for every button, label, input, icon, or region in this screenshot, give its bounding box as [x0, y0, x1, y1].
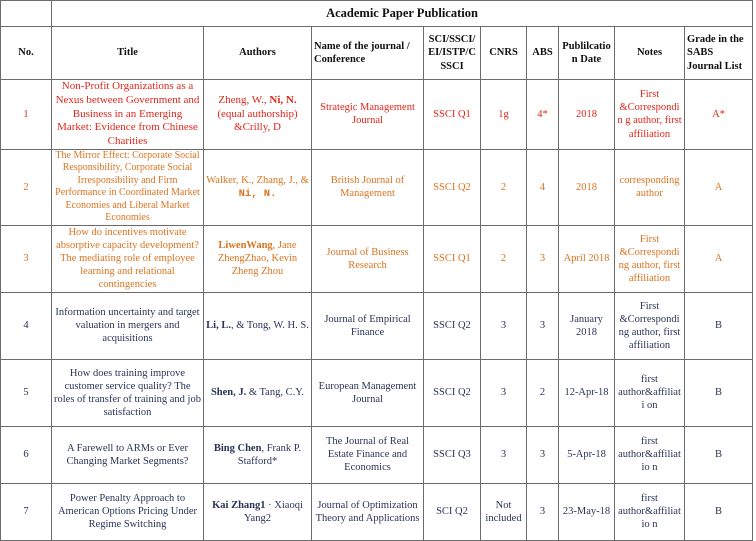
header-date: Publilcation Date [559, 27, 615, 80]
cell-title: Information uncertainty and target valuation in mergers and acquisitions [52, 292, 204, 359]
author-highlight: Shen, J. [210, 387, 247, 399]
author-plain: , & Tong, W. H. S. [230, 320, 309, 332]
cell-no: 3 [1, 225, 52, 292]
cell-abs: 3 [527, 483, 559, 540]
cell-authors [204, 359, 312, 426]
cell-abs: 3 [527, 292, 559, 359]
cell-grade: B [685, 292, 753, 359]
cell-abs: 3 [527, 426, 559, 483]
author-plain: Zheng, W., [218, 93, 270, 106]
author-plain: (equal authorship) &Crilly, D [217, 107, 298, 134]
cell-date: April 2018 [559, 225, 615, 292]
cell-cnrs: 3 [481, 359, 527, 426]
cell-date: 5-Apr-18 [559, 426, 615, 483]
cell-notes: first author&affiliatio n [615, 483, 685, 540]
cell-no: 4 [1, 292, 52, 359]
cell-notes: First &Corresponding author, first affiliation [615, 292, 685, 359]
cell-abs: 4* [527, 80, 559, 150]
cell-journal: Journal of Empirical Finance [312, 292, 424, 359]
cell-title: The Mirror Effect: Corporate Social Responsibility, Corporate Social Irresponsibility and Firm Performance in Coordinated Market Economies and Liberal Market Economies [52, 149, 204, 225]
cell-journal: British Journal of Management [312, 149, 424, 225]
cell-date: 23-May-18 [559, 483, 615, 540]
author-highlight: Li, L. [206, 320, 231, 332]
cell-abs: 2 [527, 359, 559, 426]
author-highlight: Kai Zhang1 [212, 499, 266, 511]
cell-notes: corresponding author [615, 149, 685, 225]
cell-cnrs: 2 [481, 149, 527, 225]
cell-index: SSCI Q2 [424, 359, 481, 426]
table-row [1, 149, 753, 225]
cell-title: How does training improve customer service quality? The roles of transfer of training and job satisfaction [52, 359, 204, 426]
cell-index: SSCI Q1 [424, 80, 481, 150]
cell-cnrs: 3 [481, 292, 527, 359]
cell-no: 5 [1, 359, 52, 426]
header-abs: ABS [527, 27, 559, 80]
cell-grade: B [685, 483, 753, 540]
cell-title: Non-Profit Organizations as a Nexus between Government and Business in an Emerging Market: Evidence from Chinese Charities [52, 80, 204, 150]
author-highlight: LiwenWang [218, 240, 273, 252]
cell-grade: B [685, 426, 753, 483]
author-plain: · Xiaoqi Yang2 [244, 499, 303, 524]
header-index: SCI/SSCI/ EI/ISTP/C SSCI [424, 27, 481, 80]
cell-index: SCI Q2 [424, 483, 481, 540]
cell-title: A Farewell to ARMs or Ever Changing Market Segments? [52, 426, 204, 483]
author-plain: , Jane ZhengZhao, Kevin Zheng Zhou [217, 240, 298, 278]
header-title: Title [52, 27, 204, 80]
cell-cnrs: 1g [481, 80, 527, 150]
cell-date: 2018 [559, 149, 615, 225]
cell-grade: B [685, 359, 753, 426]
cell-no: 6 [1, 426, 52, 483]
blank-corner-cell [1, 1, 52, 27]
cell-authors [204, 80, 312, 150]
cell-index: SSCI Q3 [424, 426, 481, 483]
header-journal: Name of the journal / Conference [312, 27, 424, 80]
header-notes: Notes [615, 27, 685, 80]
cell-authors [204, 426, 312, 483]
cell-notes: First &Correspondin g author, first affiliation [615, 80, 685, 150]
author-plain: , Frank P. Stafford* [237, 442, 302, 467]
header-no: No. [1, 27, 52, 80]
cell-journal: Journal of Optimization Theory and Applications [312, 483, 424, 540]
author-highlight: Ni, N. [269, 93, 297, 106]
cell-no: 2 [1, 149, 52, 225]
cell-date: 12-Apr-18 [559, 359, 615, 426]
table-row [1, 359, 753, 426]
table-title: Academic Paper Publication [52, 1, 753, 27]
cell-notes: First &Corresponding author, first affiliation [615, 225, 685, 292]
table-row [1, 426, 753, 483]
cell-cnrs: 2 [481, 225, 527, 292]
cell-index: SSCI Q2 [424, 149, 481, 225]
cell-cnrs: Not included [481, 483, 527, 540]
table-row [1, 80, 753, 150]
cell-title: Power Penalty Approach to American Options Pricing Under Regime Switching [52, 483, 204, 540]
cell-journal: Strategic Management Journal [312, 80, 424, 150]
cell-grade: A [685, 149, 753, 225]
cell-journal: The Journal of Real Estate Finance and Economics [312, 426, 424, 483]
cell-no: 1 [1, 80, 52, 150]
cell-index: SSCI Q1 [424, 225, 481, 292]
author-highlight: Bing Chen [213, 442, 262, 454]
cell-grade: A* [685, 80, 753, 150]
cell-journal: Journal of Business Research [312, 225, 424, 292]
cell-grade: A [685, 225, 753, 292]
cell-notes: first author&affiliatio n [615, 426, 685, 483]
table-row [1, 225, 753, 292]
cell-no: 7 [1, 483, 52, 540]
header-authors: Authors [204, 27, 312, 80]
author-highlight: Ni, N. [238, 187, 277, 200]
header-grade: Grade in the SABS Journal List [685, 27, 753, 80]
cell-authors [204, 225, 312, 292]
cell-notes: first author&affiliati on [615, 359, 685, 426]
cell-date: 2018 [559, 80, 615, 150]
cell-authors [204, 149, 312, 225]
header-row [1, 27, 753, 80]
table-row [1, 292, 753, 359]
author-plain: Walker, K., Zhang, J., & [206, 174, 309, 186]
cell-date: January 2018 [559, 292, 615, 359]
cell-journal: European Management Journal [312, 359, 424, 426]
header-cnrs: CNRS [481, 27, 527, 80]
author-plain: & Tang, C.Y. [246, 387, 305, 399]
cell-index: SSCI Q2 [424, 292, 481, 359]
cell-abs: 3 [527, 225, 559, 292]
cell-authors [204, 292, 312, 359]
cell-cnrs: 3 [481, 426, 527, 483]
cell-abs: 4 [527, 149, 559, 225]
cell-title: How do incentives motivate absorptive capacity development? The mediating role of employee learning and relational contingencies [52, 225, 204, 292]
